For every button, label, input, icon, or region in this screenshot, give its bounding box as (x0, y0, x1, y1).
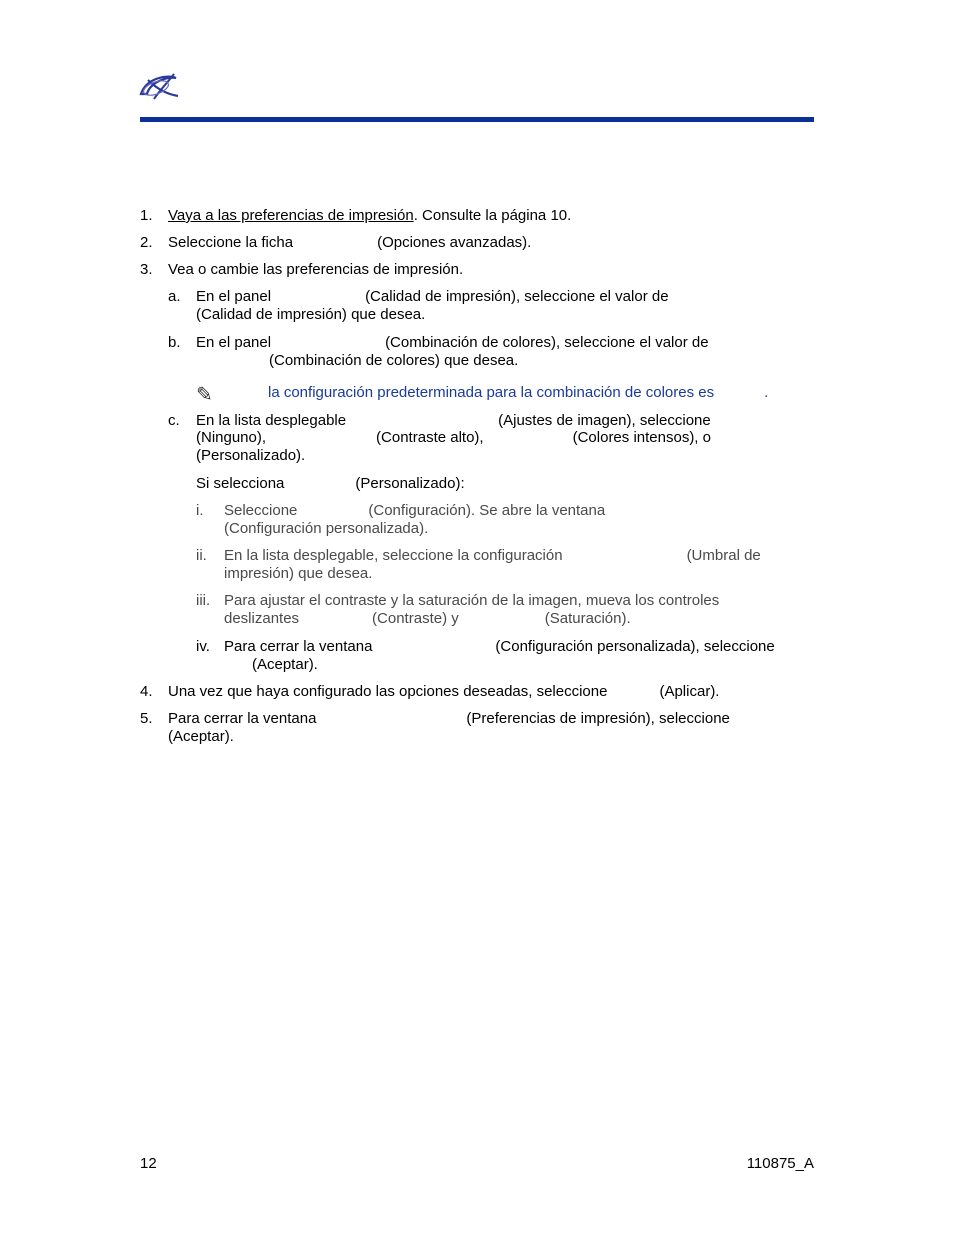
step-1 (168, 207, 571, 225)
step-number: 1. (140, 207, 153, 224)
substep-label: b. (168, 334, 181, 351)
step-number: 5. (140, 710, 153, 727)
print-preferences-link[interactable]: Vaya a las preferencias de impresión (168, 207, 414, 224)
document-id: 110875_A (746, 1155, 814, 1172)
roman-text: (Configuración personalizada), seleccione (495, 638, 775, 655)
substep-text: En la lista desplegable (196, 412, 347, 429)
roman-iv-line1 (224, 638, 775, 656)
roman-i-line2: (Configuración personalizada). (224, 520, 429, 537)
substep-b-line2: (Combinación de colores) que desea. (269, 352, 519, 369)
substep-text: En el panel (196, 288, 272, 305)
substep-c-line3: (Personalizado). (196, 447, 306, 464)
substep-c-line2 (196, 429, 711, 447)
step-text: Para cerrar la ventana (168, 710, 317, 727)
step-3: Vea o cambie las preferencias de impresión. (168, 261, 464, 278)
substep-label: c. (168, 412, 180, 429)
substep-text: (Calidad de impresión), seleccione el valor de (365, 288, 669, 305)
step-number: 2. (140, 234, 153, 251)
substep-text: Si selecciona (196, 475, 285, 492)
note-body: la configuración predeterminada para la combinación de colores es (268, 384, 715, 401)
header-rule (140, 117, 814, 122)
roman-text: (Saturación). (544, 610, 631, 627)
step-number: 4. (140, 683, 153, 700)
pencil-note-icon: ✎ (196, 384, 213, 406)
roman-text: (Contraste) y (372, 610, 459, 627)
substep-a-line2: (Calidad de impresión) que desea. (196, 306, 426, 323)
brand-logo-icon (138, 72, 180, 100)
roman-text: deslizantes (224, 610, 300, 627)
option-high-contrast: (Contraste alto), (376, 429, 484, 446)
step-5-line2: (Aceptar). (168, 728, 234, 745)
substep-c-line1 (196, 412, 711, 430)
step-text: . Consulte la página 10. (413, 207, 572, 224)
roman-text: (Umbral de (686, 547, 761, 564)
roman-label: iii. (196, 592, 211, 609)
step-text: (Preferencias de impresión), seleccione (466, 710, 730, 727)
step-text: (Aplicar). (659, 683, 720, 700)
step-2 (168, 234, 531, 252)
step-number: 3. (140, 261, 153, 278)
step-text: Una vez que haya configurado las opciones deseadas, seleccione (168, 683, 608, 700)
option-vivid-colors: (Colores intensos), o (572, 429, 711, 446)
roman-text: Para cerrar la ventana (224, 638, 373, 655)
roman-ii-line2: impresión) que desea. (224, 565, 373, 582)
note-end: . (764, 384, 769, 401)
step-text: Seleccione la ficha (168, 234, 294, 251)
substep-text: (Ajustes de imagen), seleccione (498, 412, 711, 429)
roman-label: i. (196, 502, 204, 519)
substep-text: (Personalizado): (355, 475, 465, 492)
substep-text: (Combinación de colores), seleccione el valor de (385, 334, 709, 351)
roman-text: En la lista desplegable, seleccione la configuración (224, 547, 563, 564)
substep-b-line1 (196, 334, 709, 352)
substep-text: En el panel (196, 334, 272, 351)
roman-label: ii. (196, 547, 207, 564)
roman-iv-line2: (Aceptar). (252, 656, 318, 673)
step-4 (168, 683, 719, 701)
roman-text: (Configuración). Se abre la ventana (368, 502, 606, 519)
roman-iii-line2 (224, 610, 631, 628)
step-5-line1 (168, 710, 730, 728)
roman-i-line1 (224, 502, 605, 520)
roman-text: Seleccione (224, 502, 298, 519)
roman-label: iv. (196, 638, 210, 655)
option-none: (Ninguno), (196, 429, 267, 446)
page-number: 12 (140, 1155, 157, 1172)
substep-c-if (196, 475, 465, 493)
substep-a-line1 (196, 288, 669, 306)
substep-label: a. (168, 288, 181, 305)
roman-iii-line1: Para ajustar el contraste y la saturación de la imagen, mueva los controles (224, 592, 720, 609)
step-text: (Opciones avanzadas). (377, 234, 532, 251)
note-text (268, 384, 768, 402)
roman-ii-line1 (224, 547, 761, 565)
